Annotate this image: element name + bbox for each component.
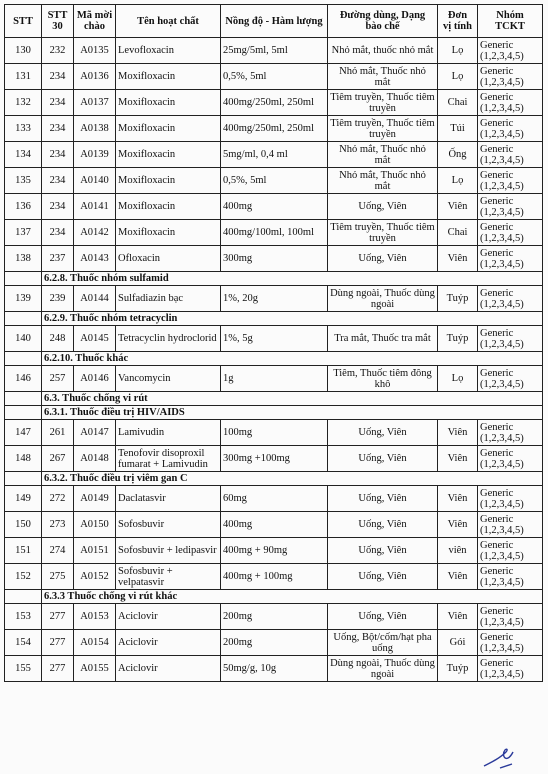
stt30-cell: 273 xyxy=(42,512,74,538)
code-cell: A0154 xyxy=(74,630,116,656)
stt30-cell: 272 xyxy=(42,486,74,512)
name-cell: Aciclovir xyxy=(116,604,221,630)
concentration-cell: 0,5%, 5ml xyxy=(221,168,328,194)
stt-cell: 155 xyxy=(5,656,42,682)
route-cell: Nhỏ mắt, Thuốc nhỏ mắt xyxy=(328,64,438,90)
concentration-cell: 400mg + 90mg xyxy=(221,538,328,564)
code-cell: A0149 xyxy=(74,486,116,512)
concentration-cell: 100mg xyxy=(221,420,328,446)
stt30-cell: 234 xyxy=(42,168,74,194)
code-cell: A0136 xyxy=(74,64,116,90)
stt30-cell: 234 xyxy=(42,194,74,220)
section-row xyxy=(5,312,543,326)
drug-list-page xyxy=(4,4,543,682)
name-cell: Sofosbuvir xyxy=(116,512,221,538)
stt30-cell: 277 xyxy=(42,604,74,630)
concentration-cell: 1%, 20g xyxy=(221,286,328,312)
stt-cell: 152 xyxy=(5,564,42,590)
group-cell: Generic (1,2,3,4,5) xyxy=(478,168,543,194)
drug-table xyxy=(4,4,543,682)
unit-cell: Viên xyxy=(438,486,478,512)
table-row xyxy=(5,366,543,392)
section-title: 6.2.9. Thuốc nhóm tetracyclin xyxy=(42,312,543,326)
section-blank-cell xyxy=(5,472,42,486)
unit-cell: Viên xyxy=(438,194,478,220)
code-cell: A0143 xyxy=(74,246,116,272)
concentration-cell: 400mg/250ml, 250ml xyxy=(221,116,328,142)
unit-cell: Viên xyxy=(438,512,478,538)
section-title: 6.3.1. Thuốc điều trị HIV/AIDS xyxy=(42,406,543,420)
concentration-cell: 1g xyxy=(221,366,328,392)
unit-cell: Lọ xyxy=(438,64,478,90)
stt30-cell: 237 xyxy=(42,246,74,272)
table-row xyxy=(5,38,543,64)
code-cell: A0144 xyxy=(74,286,116,312)
unit-cell: Viên xyxy=(438,246,478,272)
route-cell: Uống, Viên xyxy=(328,538,438,564)
route-cell: Dùng ngoài, Thuốc dùng ngoài xyxy=(328,286,438,312)
stt-cell: 138 xyxy=(5,246,42,272)
table-row xyxy=(5,286,543,312)
name-cell: Sofosbuvir + velpatasvir xyxy=(116,564,221,590)
group-cell: Generic (1,2,3,4,5) xyxy=(478,512,543,538)
stt-cell: 136 xyxy=(5,194,42,220)
code-cell: A0140 xyxy=(74,168,116,194)
route-cell: Nhỏ mắt, Thuốc nhỏ mắt xyxy=(328,142,438,168)
code-cell: A0151 xyxy=(74,538,116,564)
name-cell: Moxifloxacin xyxy=(116,220,221,246)
stt30-cell: 275 xyxy=(42,564,74,590)
stt-cell: 137 xyxy=(5,220,42,246)
concentration-cell: 0,5%, 5ml xyxy=(221,64,328,90)
route-cell: Uống, Viên xyxy=(328,446,438,472)
section-row xyxy=(5,272,543,286)
stt30-cell: 277 xyxy=(42,656,74,682)
stt-cell: 140 xyxy=(5,326,42,352)
section-row xyxy=(5,392,543,406)
route-cell: Tiêm truyền, Thuốc tiêm truyền xyxy=(328,116,438,142)
unit-cell: Chai xyxy=(438,90,478,116)
section-blank-cell xyxy=(5,406,42,420)
stt-cell: 147 xyxy=(5,420,42,446)
name-cell: Moxifloxacin xyxy=(116,194,221,220)
group-cell: Generic (1,2,3,4,5) xyxy=(478,64,543,90)
unit-cell: Ống xyxy=(438,142,478,168)
stt-cell: 133 xyxy=(5,116,42,142)
unit-cell: Lọ xyxy=(438,168,478,194)
group-cell: Generic (1,2,3,4,5) xyxy=(478,446,543,472)
route-cell: Tiêm truyền, Thuốc tiêm truyền xyxy=(328,220,438,246)
stt-cell: 148 xyxy=(5,446,42,472)
section-title: 6.3.3 Thuốc chống vi rút khác xyxy=(42,590,543,604)
code-cell: A0145 xyxy=(74,326,116,352)
table-row xyxy=(5,90,543,116)
route-cell: Dùng ngoài, Thuốc dùng ngoài xyxy=(328,656,438,682)
section-blank-cell xyxy=(5,590,42,604)
name-cell: Moxifloxacin xyxy=(116,116,221,142)
name-cell: Ofloxacin xyxy=(116,246,221,272)
group-cell: Generic (1,2,3,4,5) xyxy=(478,326,543,352)
concentration-cell: 400mg/250ml, 250ml xyxy=(221,90,328,116)
name-cell: Sofosbuvir + ledipasvir xyxy=(116,538,221,564)
stt-cell: 134 xyxy=(5,142,42,168)
stt30-cell: 261 xyxy=(42,420,74,446)
table-row xyxy=(5,194,543,220)
section-title: 6.2.8. Thuốc nhóm sulfamid xyxy=(42,272,543,286)
stt30-cell: 257 xyxy=(42,366,74,392)
route-cell: Uống, Viên xyxy=(328,246,438,272)
table-row xyxy=(5,326,543,352)
name-cell: Aciclovir xyxy=(116,630,221,656)
concentration-cell: 50mg/g, 10g xyxy=(221,656,328,682)
section-title: 6.3. Thuốc chống vi rút xyxy=(42,392,543,406)
concentration-cell: 25mg/5ml, 5ml xyxy=(221,38,328,64)
header-route: Đường dùng, Dạng bào chế xyxy=(328,5,438,38)
concentration-cell: 200mg xyxy=(221,630,328,656)
table-row xyxy=(5,246,543,272)
header-concentration: Nồng độ - Hàm lượng xyxy=(221,5,328,38)
unit-cell: Viên xyxy=(438,564,478,590)
unit-cell: Viên xyxy=(438,420,478,446)
table-row xyxy=(5,64,543,90)
stt30-cell: 239 xyxy=(42,286,74,312)
stt-cell: 153 xyxy=(5,604,42,630)
concentration-cell: 400mg + 100mg xyxy=(221,564,328,590)
concentration-cell: 60mg xyxy=(221,486,328,512)
stt30-cell: 274 xyxy=(42,538,74,564)
route-cell: Uống, Viên xyxy=(328,420,438,446)
code-cell: A0152 xyxy=(74,564,116,590)
route-cell: Uống, Viên xyxy=(328,486,438,512)
route-cell: Uống, Viên xyxy=(328,512,438,538)
unit-cell: Lọ xyxy=(438,366,478,392)
name-cell: Moxifloxacin xyxy=(116,168,221,194)
stt-cell: 151 xyxy=(5,538,42,564)
name-cell: Sulfadiazin bạc xyxy=(116,286,221,312)
unit-cell: Tuýp xyxy=(438,656,478,682)
code-cell: A0137 xyxy=(74,90,116,116)
group-cell: Generic (1,2,3,4,5) xyxy=(478,538,543,564)
group-cell: Generic (1,2,3,4,5) xyxy=(478,38,543,64)
table-row xyxy=(5,142,543,168)
route-cell: Tiêm, Thuốc tiêm đông khô xyxy=(328,366,438,392)
stt30-cell: 232 xyxy=(42,38,74,64)
name-cell: Moxifloxacin xyxy=(116,142,221,168)
concentration-cell: 400mg xyxy=(221,194,328,220)
concentration-cell: 200mg xyxy=(221,604,328,630)
group-cell: Generic (1,2,3,4,5) xyxy=(478,486,543,512)
concentration-cell: 300mg xyxy=(221,246,328,272)
concentration-cell: 400mg/100ml, 100ml xyxy=(221,220,328,246)
name-cell: Aciclovir xyxy=(116,656,221,682)
table-header-row xyxy=(5,5,543,38)
table-row xyxy=(5,220,543,246)
name-cell: Vancomycin xyxy=(116,366,221,392)
concentration-cell: 300mg +100mg xyxy=(221,446,328,472)
section-title: 6.2.10. Thuốc khác xyxy=(42,352,543,366)
signature-mark xyxy=(482,744,516,772)
table-row xyxy=(5,446,543,472)
unit-cell: Lọ xyxy=(438,38,478,64)
code-cell: A0153 xyxy=(74,604,116,630)
stt-cell: 150 xyxy=(5,512,42,538)
table-row xyxy=(5,604,543,630)
stt30-cell: 267 xyxy=(42,446,74,472)
group-cell: Generic (1,2,3,4,5) xyxy=(478,220,543,246)
stt30-cell: 234 xyxy=(42,90,74,116)
unit-cell: Gói xyxy=(438,630,478,656)
header-code: Mã mời chào xyxy=(74,5,116,38)
section-title: 6.3.2. Thuốc điều trị viêm gan C xyxy=(42,472,543,486)
route-cell: Nhỏ mắt, thuốc nhỏ mắt xyxy=(328,38,438,64)
unit-cell: Túi xyxy=(438,116,478,142)
unit-cell: viên xyxy=(438,538,478,564)
group-cell: Generic (1,2,3,4,5) xyxy=(478,90,543,116)
name-cell: Tetracyclin hydroclorid xyxy=(116,326,221,352)
table-row xyxy=(5,116,543,142)
name-cell: Levofloxacin xyxy=(116,38,221,64)
group-cell: Generic (1,2,3,4,5) xyxy=(478,246,543,272)
unit-cell: Viên xyxy=(438,604,478,630)
section-row xyxy=(5,590,543,604)
group-cell: Generic (1,2,3,4,5) xyxy=(478,194,543,220)
group-cell: Generic (1,2,3,4,5) xyxy=(478,366,543,392)
section-blank-cell xyxy=(5,392,42,406)
code-cell: A0138 xyxy=(74,116,116,142)
table-row xyxy=(5,630,543,656)
group-cell: Generic (1,2,3,4,5) xyxy=(478,564,543,590)
header-stt30: STT 30 xyxy=(42,5,74,38)
concentration-cell: 400mg xyxy=(221,512,328,538)
group-cell: Generic (1,2,3,4,5) xyxy=(478,142,543,168)
route-cell: Nhỏ mắt, Thuốc nhỏ mắt xyxy=(328,168,438,194)
route-cell: Uống, Viên xyxy=(328,564,438,590)
section-blank-cell xyxy=(5,272,42,286)
name-cell: Moxifloxacin xyxy=(116,90,221,116)
code-cell: A0135 xyxy=(74,38,116,64)
stt-cell: 154 xyxy=(5,630,42,656)
table-row xyxy=(5,512,543,538)
code-cell: A0139 xyxy=(74,142,116,168)
table-row xyxy=(5,168,543,194)
header-stt: STT xyxy=(5,5,42,38)
header-unit: Đơn vị tính xyxy=(438,5,478,38)
group-cell: Generic (1,2,3,4,5) xyxy=(478,630,543,656)
route-cell: Tra mắt, Thuốc tra mắt xyxy=(328,326,438,352)
stt30-cell: 234 xyxy=(42,220,74,246)
table-row xyxy=(5,420,543,446)
stt-cell: 130 xyxy=(5,38,42,64)
stt-cell: 132 xyxy=(5,90,42,116)
stt-cell: 131 xyxy=(5,64,42,90)
section-blank-cell xyxy=(5,312,42,326)
code-cell: A0155 xyxy=(74,656,116,682)
concentration-cell: 1%, 5g xyxy=(221,326,328,352)
stt30-cell: 277 xyxy=(42,630,74,656)
group-cell: Generic (1,2,3,4,5) xyxy=(478,286,543,312)
name-cell: Moxifloxacin xyxy=(116,64,221,90)
stt-cell: 146 xyxy=(5,366,42,392)
stt-cell: 139 xyxy=(5,286,42,312)
name-cell: Lamivudin xyxy=(116,420,221,446)
name-cell: Tenofovir disoproxil fumarat + Lamivudin xyxy=(116,446,221,472)
header-group: Nhóm TCKT xyxy=(478,5,543,38)
section-blank-cell xyxy=(5,352,42,366)
table-row xyxy=(5,656,543,682)
unit-cell: Tuýp xyxy=(438,326,478,352)
header-name: Tên hoạt chất xyxy=(116,5,221,38)
code-cell: A0142 xyxy=(74,220,116,246)
code-cell: A0141 xyxy=(74,194,116,220)
code-cell: A0150 xyxy=(74,512,116,538)
code-cell: A0146 xyxy=(74,366,116,392)
table-row xyxy=(5,486,543,512)
group-cell: Generic (1,2,3,4,5) xyxy=(478,656,543,682)
group-cell: Generic (1,2,3,4,5) xyxy=(478,420,543,446)
code-cell: A0147 xyxy=(74,420,116,446)
stt30-cell: 248 xyxy=(42,326,74,352)
unit-cell: Tuýp xyxy=(438,286,478,312)
route-cell: Uống, Viên xyxy=(328,604,438,630)
stt30-cell: 234 xyxy=(42,142,74,168)
unit-cell: Viên xyxy=(438,446,478,472)
route-cell: Tiêm truyền, Thuốc tiêm truyền xyxy=(328,90,438,116)
stt30-cell: 234 xyxy=(42,64,74,90)
route-cell: Uống, Bột/cốm/hạt pha uống xyxy=(328,630,438,656)
section-row xyxy=(5,472,543,486)
section-row xyxy=(5,406,543,420)
group-cell: Generic (1,2,3,4,5) xyxy=(478,116,543,142)
table-row xyxy=(5,564,543,590)
group-cell: Generic (1,2,3,4,5) xyxy=(478,604,543,630)
name-cell: Daclatasvir xyxy=(116,486,221,512)
stt30-cell: 234 xyxy=(42,116,74,142)
stt-cell: 135 xyxy=(5,168,42,194)
concentration-cell: 5mg/ml, 0,4 ml xyxy=(221,142,328,168)
stt-cell: 149 xyxy=(5,486,42,512)
code-cell: A0148 xyxy=(74,446,116,472)
unit-cell: Chai xyxy=(438,220,478,246)
route-cell: Uống, Viên xyxy=(328,194,438,220)
table-row xyxy=(5,538,543,564)
section-row xyxy=(5,352,543,366)
